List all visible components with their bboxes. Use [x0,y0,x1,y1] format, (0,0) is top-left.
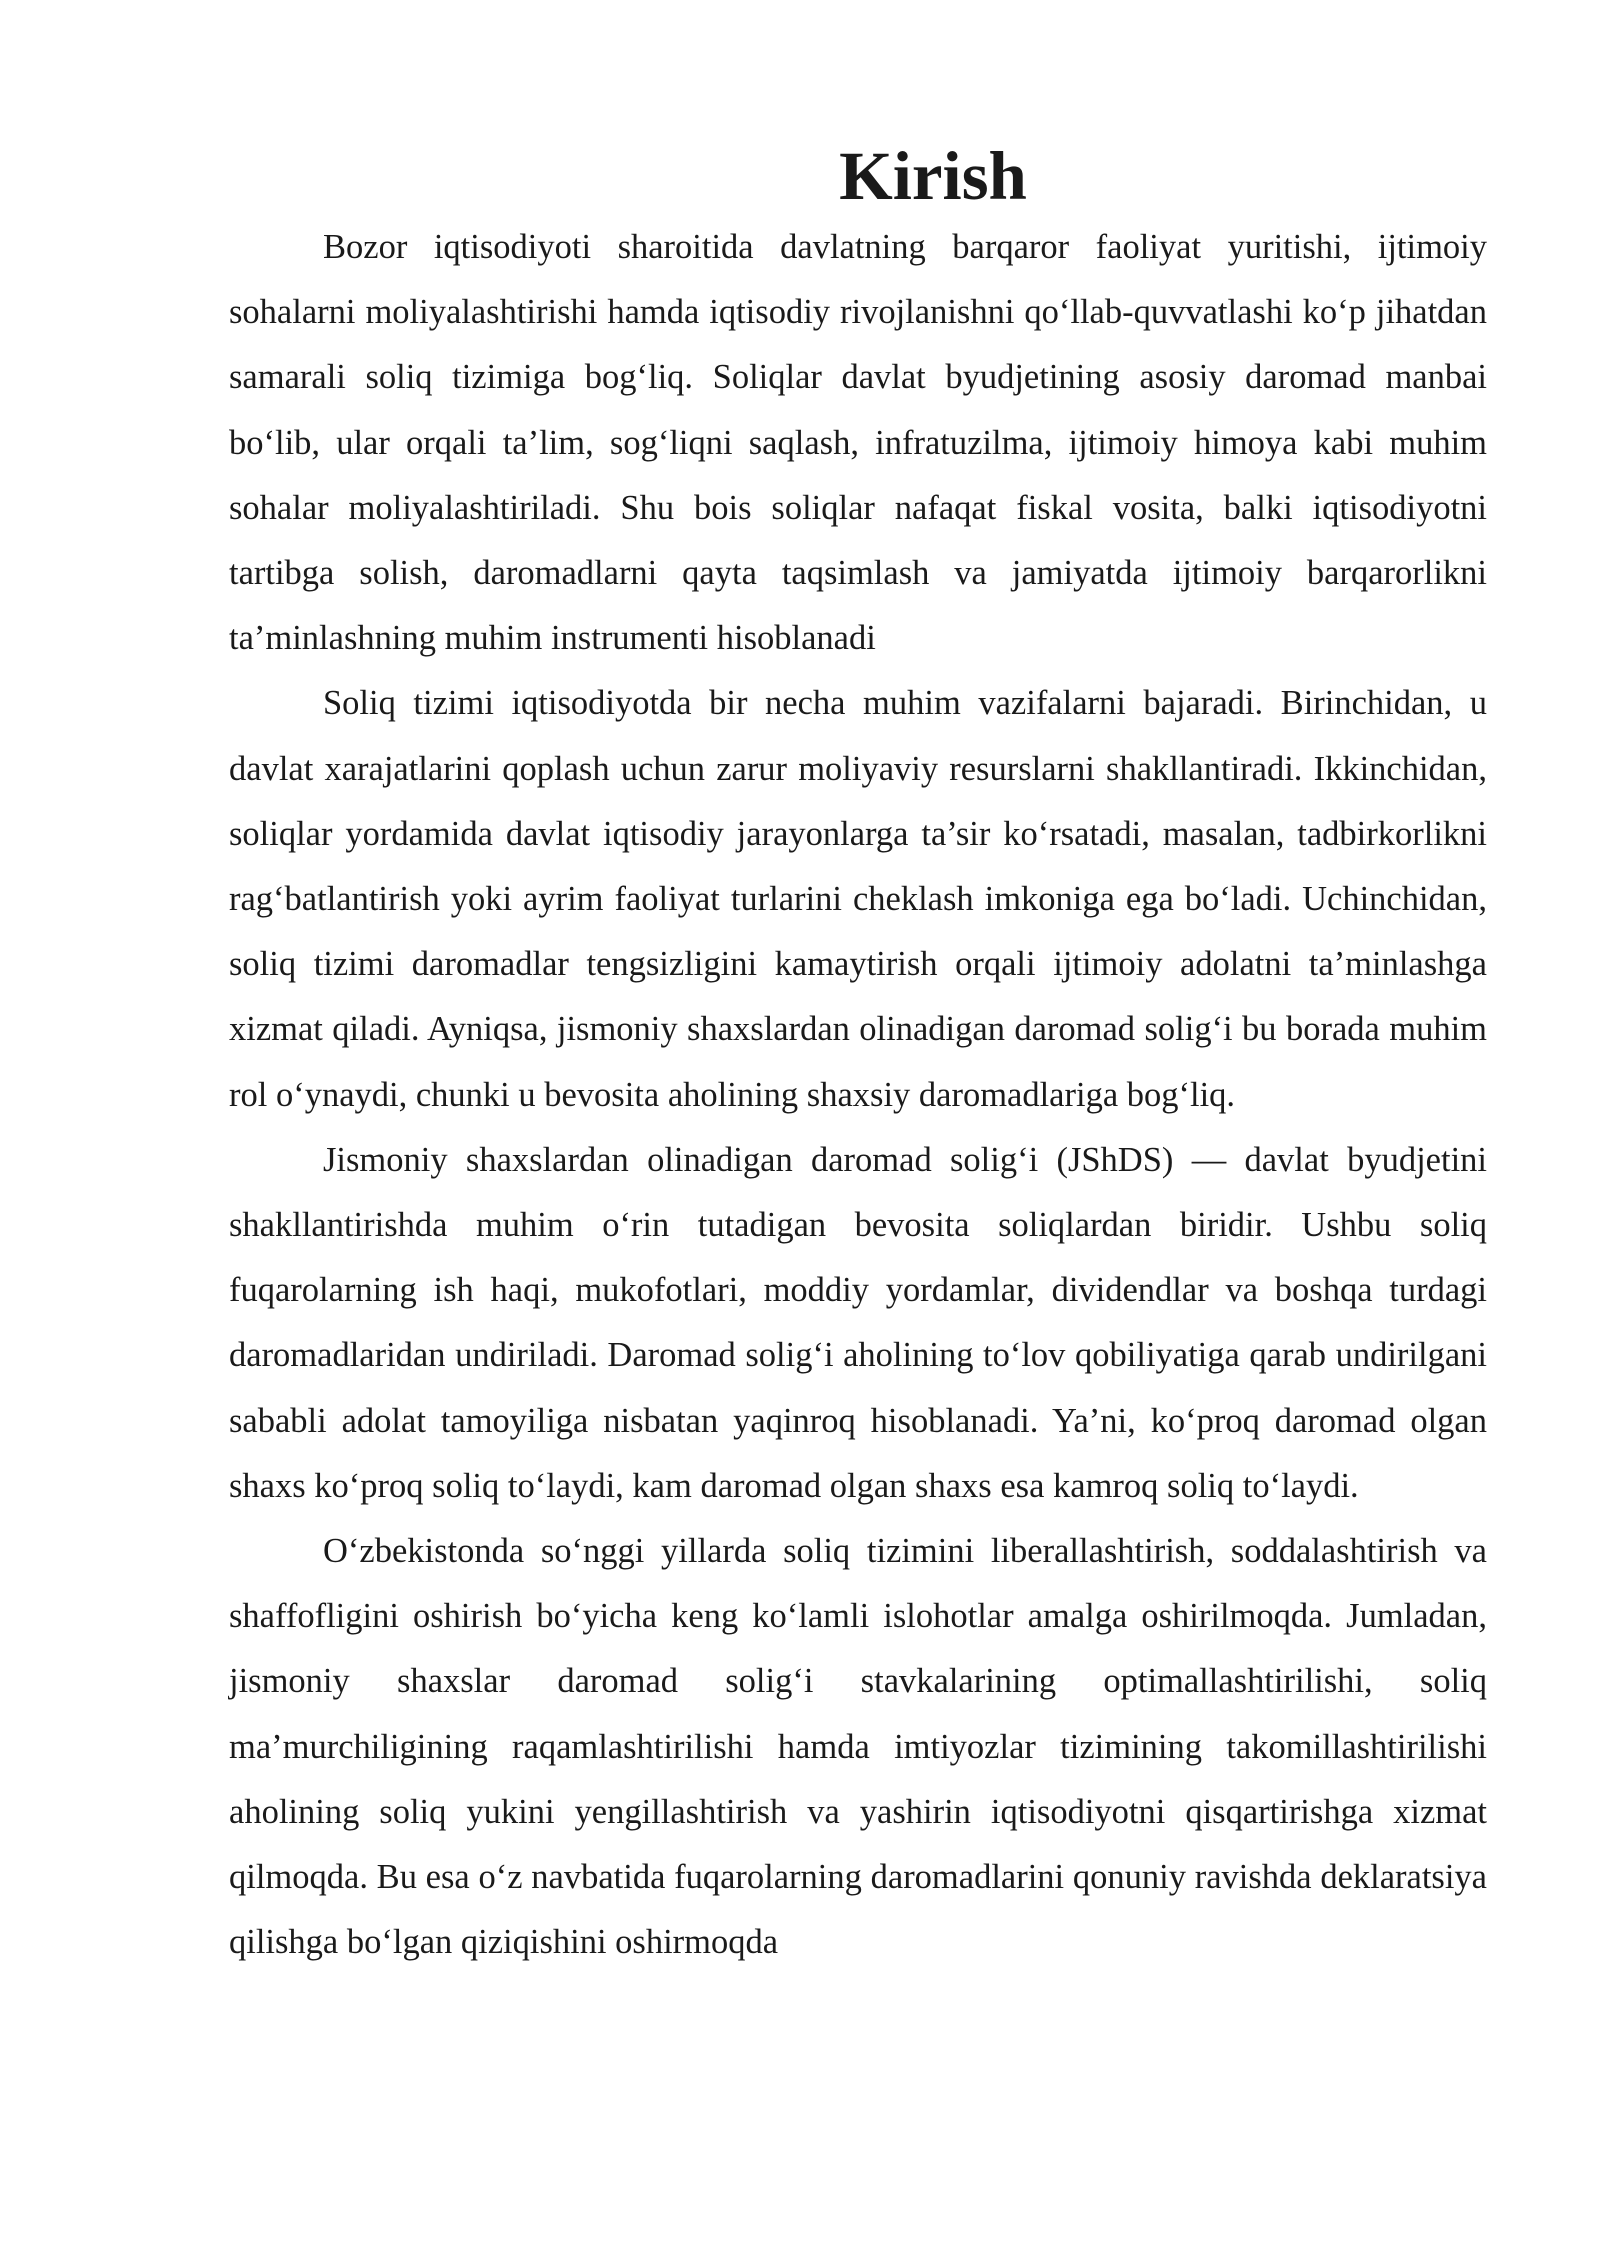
paragraph-3: Jismoniy shaxslardan olinadigan daromad solig‘i (JShDS) — davlat byudjetini shakllantirishda muhim o‘rin tutadigan bevosita soliqlardan biridir. Ushbu soliq fuqarolarning ish haqi, mukofotlari, moddiy yordamlar, dividendlar va boshqa turdagi daromadlaridan undiriladi. Daromad solig‘i aholining to‘lov qobiliyatiga qarab undirilgani sababli adolat tamoyiliga nisbatan yaqinroq hisoblanadi. Ya’ni, ko‘proq daromad olgan shaxs ko‘proq soliq to‘laydi, kam daromad olgan shaxs esa kamroq soliq to‘laydi. [229,1140,1487,1505]
paragraph-4: O‘zbekistonda so‘nggi yillarda soliq tizimini liberallashtirish, soddalashtirish va shaffofligini oshirish bo‘yicha keng ko‘lamli islohotlar amalga oshirilmoqda. Jumladan, jismoniy shaxslar daromad solig‘i stavkalarining optimallashtirilishi, soliq ma’murchiligining raqamlashtirilishi hamda imtiyozlar tizimining takomillashtirilishi aholining soliq yukini yengillashtirish va yashirin iqtisodiyotni qisqartirishga xizmat qilmoqda. Bu esa o‘z navbatida fuqarolarning daromadlarini qonuniy ravishda deklaratsiya qilishga bo‘lgan qiziqishini oshirmoqda [229,1532,1487,1962]
paragraph-2: Soliq tizimi iqtisodiyotda bir necha muhim vazifalarni bajaradi. Birinchidan, u davlat xarajatlarini qoplash uchun zarur moliyaviy resurslarni shakllantiradi. Ikkinchidan, soliqlar yordamida davlat iqtisodiy jarayonlarga ta’sir ko‘rsatadi, masalan, tadbirkorlikni rag‘batlantirish yoki ayrim faoliyat turlarini cheklash imkoniga ega bo‘ladi. Uchinchidan, soliq tizimi daromadlar tengsizligini kamaytirish orqali ijtimoiy adolatni ta’minlashga xizmat qiladi. Ayniqsa, jismoniy shaxslardan olinadigan daromad solig‘i bu borada muhim rol o‘ynaydi, chunki u bevosita aholining shaxsiy daromadlariga bog‘liq. [229,684,1487,1114]
document-body [229,138,1487,1975]
paragraph-1: Bozor iqtisodiyoti sharoitida davlatning barqaror faoliyat yuritishi, ijtimoiy sohalarni moliyalashtirishi hamda iqtisodiy rivojlanishni qo‘llab-quvvatlashi ko‘p jihatdan samarali soliq tizimiga bog‘liq. Soliqlar davlat byudjetining asosiy daromad manbai bo‘lib, ular orqali ta’lim, sog‘liqni saqlash, infratuzilma, ijtimoiy himoya kabi muhim sohalar moliyalashtiriladi. Shu bois soliqlar nafaqat fiskal vosita, balki iqtisodiyotni tartibga solish, daromadlarni qayta taqsimlash va jamiyatda ijtimoiy barqarorlikni ta’minlashning muhim instrumenti hisoblanadi [229,228,1487,658]
page-title: Kirish [839,138,1027,214]
